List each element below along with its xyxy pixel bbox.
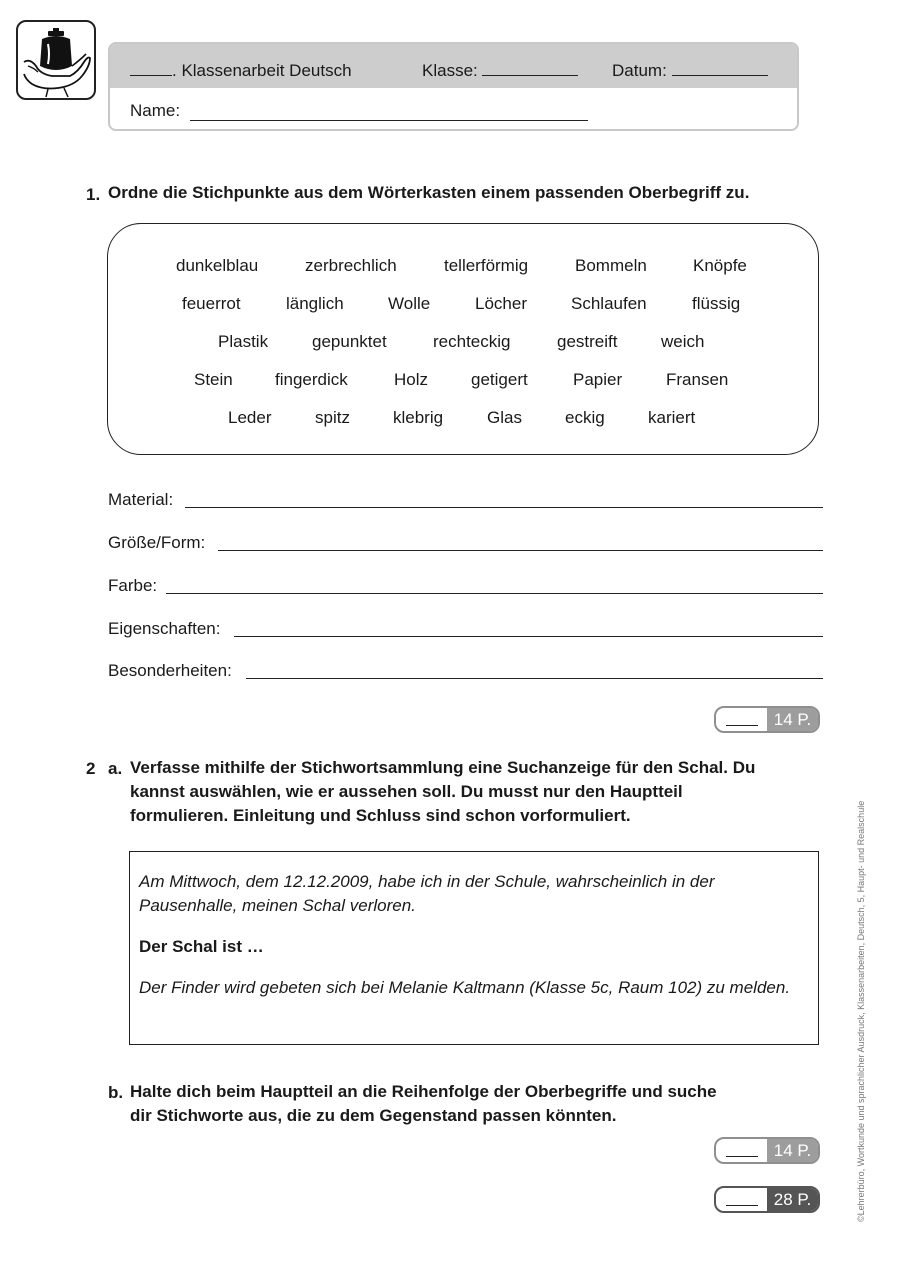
exam-number-blank[interactable] [130,60,172,76]
task2-score-blank[interactable] [726,1156,758,1157]
task2-number: 2 [86,759,96,778]
word-item: flüssig [692,294,741,313]
word-item: Leder [228,408,272,427]
name-label: Name: [130,101,181,120]
task1-number: 1. [86,185,101,204]
category-material-line[interactable] [185,507,823,508]
task2-points-box [714,1137,820,1164]
task2b-instruction [130,1080,717,1128]
word-item: klebrig [393,408,444,427]
task1-instruction: Ordne die Stichpunkte aus dem Wörterkasten einem passenden Oberbegriff zu. [108,183,750,202]
word-item: Wolle [388,294,431,313]
exam-header [108,42,799,131]
word-item: weich [661,332,705,351]
date-field[interactable] [612,60,768,81]
task2a-instruction-line: Verfasse mithilfe der Stichwortsammlung eine Suchanzeige für den Schal. Du [130,758,756,777]
category-specials-line[interactable] [246,678,823,679]
word-item: feuerrot [182,294,241,313]
class-label: Klasse: [422,61,478,80]
date-blank[interactable] [672,60,768,76]
task1-score-blank[interactable] [726,725,758,726]
task2b-letter: b. [108,1083,124,1102]
word-item: fingerdick [275,370,348,389]
word-item: Glas [487,408,522,427]
word-item: Fransen [666,370,729,389]
word-item: rechteckig [433,332,511,351]
category-properties-line[interactable] [234,636,823,637]
category-properties-label: Eigenschaften: [108,619,221,638]
task2b-instruction-line: Halte dich beim Hauptteil an die Reihenfolge der Oberbegriffe und suche [130,1082,717,1101]
word-item: getigert [471,370,528,389]
word-item: Papier [573,370,623,389]
word-item: tellerförmig [444,256,529,275]
word-item: Knöpfe [693,256,747,275]
word-item: spitz [315,408,350,427]
category-color-line[interactable] [166,593,823,594]
task1-points-box [714,706,820,733]
task2-points: 14 P. [767,1139,818,1162]
class-blank[interactable] [482,60,578,76]
total-points-box [714,1186,820,1213]
word-item: Holz [394,370,429,389]
search-ad-box [129,851,819,1045]
name-blank[interactable] [190,120,588,121]
ad-main-part: Der Schal ist … [139,937,264,956]
category-size-line[interactable] [218,550,823,551]
word-item: Bommeln [575,256,647,275]
task2a-letter: a. [108,759,123,778]
task2a-instruction-line: kannst auswählen, wie er aussehen soll. Du musst nur den Hauptteil [130,782,683,801]
category-color-label: Farbe: [108,576,158,595]
exam-number-field[interactable] [130,60,352,81]
task1-points: 14 P. [767,708,818,731]
task2b-instruction-line: dir Stichworte aus, die zu dem Gegenstand passen könnten. [130,1106,617,1125]
copyright-note: ©Lehrerbüro, Wortkunde und sprachlicher Ausdruck, Klassenarbeiten, Deutsch, 5, Haupt- und Realschule [856,800,866,1222]
word-item: Plastik [218,332,269,351]
name-row [110,88,797,131]
word-item: länglich [286,294,344,313]
ad-introduction: Am Mittwoch, dem 12.12.2009, habe ich in der Schule, wahrscheinlich in der Pausenhalle, meinen Schal verloren. [139,872,715,915]
task2a-instruction-line: formulieren. Einleitung und Schluss sind schon vorformuliert. [130,806,631,825]
word-item: Löcher [475,294,527,313]
ad-closing: Der Finder wird gebeten sich bei Melanie Kaltmann (Klasse 5c, Raum 102) zu melden. [139,978,791,997]
exam-title: . Klassenarbeit Deutsch [172,61,352,80]
category-material-label: Material: [108,490,174,509]
word-item: kariert [648,408,696,427]
word-item: dunkelblau [176,256,259,275]
total-points: 28 P. [767,1188,818,1211]
logo-hand-weight-icon [16,20,96,100]
date-label: Datum: [612,61,667,80]
word-item: Stein [194,370,233,389]
total-score-blank[interactable] [726,1205,758,1206]
word-item: zerbrechlich [305,256,397,275]
class-field[interactable] [422,60,578,81]
word-item: gepunktet [312,332,387,351]
task2a-instruction [130,756,755,828]
category-size-label: Größe/Form: [108,533,206,552]
category-specials-label: Besonderheiten: [108,661,232,680]
header-title-bar [110,44,797,88]
word-item: gestreift [557,332,618,351]
word-item: Schlaufen [571,294,647,313]
word-item: eckig [565,408,605,427]
word-box [107,223,819,455]
